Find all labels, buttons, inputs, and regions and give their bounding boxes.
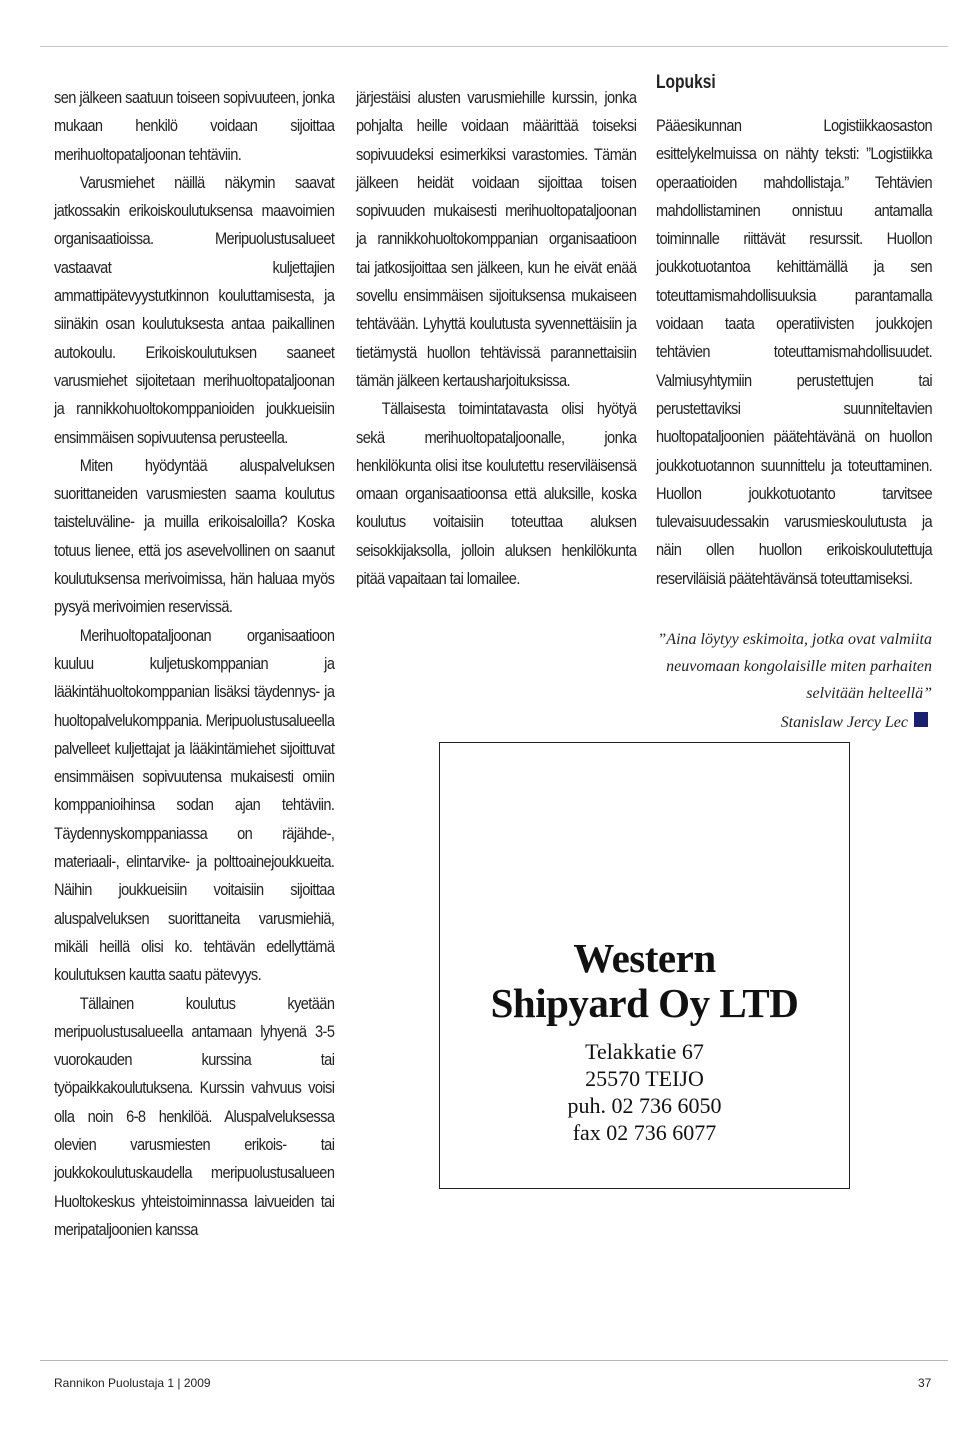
end-of-article-mark xyxy=(914,712,928,727)
company-line-1: Western xyxy=(573,935,716,981)
footer-rule xyxy=(40,1360,948,1361)
closing-quote xyxy=(656,626,932,736)
company-line-2: Shipyard Oy LTD xyxy=(490,980,799,1026)
publication-footer: Rannikon Puolustaja 1 | 2009 xyxy=(54,1376,211,1390)
paragraph: Merihuoltopataljoonan organisaatioon kuuluu kuljetuskomppanian ja lääkintähuoltokomppanian lisäksi täydennys- ja huoltopalvelukomppania. Meripuolustusalueella palvelleet kuljettajat ja lääkintämiehet sijoittuvat ensimmäisen sopivuutensa mukaisesti omiin komppanioihinsa sodan ajan tehtäviin. Täydennyskomppaniassa on räjähde-, materiaali-, elintarvike- ja polttoainejoukkueita. Näihin joukkueisiin voitaisiin sijoittaa aluspalveluksen suorittaneita varusmiehiä, mikäli heillä olisi ko. tehtävän edellyttämä koulutuksen kautta saatu pätevyys. xyxy=(54,625,335,985)
column-3 xyxy=(656,112,932,593)
paragraph: Pääesikunnan Logistiikkaosaston esittelykelmuissa on nähty teksti: ”Logistiikka operaatioiden mahdollistaja.” Tehtävien mahdollistaminen onnistuu antamalla toiminnalle riittävät resurssit. Huollon joukkotuotantoa kehittämällä ja sen toteuttamismahdollisuuksia parantamalla voidaan taata operatiivisten joukkojen tehtävien toteuttamismahdollisuudet. Valmiusyhtymiin perustettujen tai perustettaviksi suunniteltavien huoltopataljoonien päätehtävänä on huollon joukkotuotannon suunnittelu ja toteuttaminen. Huollon joukkotuotanto tarvitsee tulevaisuudessakin varusmieskoulutusta ja näin ollen huollon erikoiskoulutettuja reserviläisiä päätehtävänsä toteuttamiseksi. xyxy=(656,116,933,588)
column-1 xyxy=(54,84,334,1244)
column-2 xyxy=(356,84,636,593)
top-rule xyxy=(40,46,948,47)
quote-text: ”Aina löytyy eskimoita, jotka ovat valmiita neuvomaan kongolaisille miten parhaiten selvitään helteellä” xyxy=(657,631,932,702)
paragraph: Tällainen koulutus kyetään meripuolustusalueella antamaan lyhyenä 3-5 vuorokauden kurssina tai työpaikkakoulutuksena. Kurssin vahvuus voisi olla noin 6-8 henkilöä. Aluspalveluksessa olevien varusmiesten erikois- tai joukkokoulutuskaudella meripuolustusalueen Huoltokeskus yhteistoiminnassa laivueiden tai meripataljoonien kanssa xyxy=(54,993,335,1239)
quote-author: Stanislaw Jercy Lec xyxy=(780,714,908,731)
postal-address: 25570 TEIJO xyxy=(585,1066,704,1091)
paragraph: Varusmiehet näillä näkymin saavat jatkossakin erikoiskoulutuksensa maavoimien organisaatioissa. Meripuolustusalueet vastaavat kuljettajien ammattipätevyystutkinnon kouluttamisesta, ja siinäkin osan koulutuksesta antaa paikallinen autokoulu. Erikoiskoulutuksen saaneet varusmiehet sijoitetaan merihuoltopataljoonan ja rannikkohuoltokomppanioiden joukkueisiin ensimmäisen sopivuutensa perusteella. xyxy=(54,172,335,447)
advertiser-name xyxy=(440,936,849,1026)
advertisement-box xyxy=(439,742,850,1189)
page-number: 37 xyxy=(918,1376,932,1390)
advertiser-address xyxy=(440,1038,849,1146)
street-address: Telakkatie 67 xyxy=(585,1039,704,1064)
paragraph: järjestäisi alusten varusmiehille kurssin, jonka pohjalta heille voidaan määrittää toiseksi sopivuudeksi esimerkiksi varastomies. Tämän jälkeen heidät voidaan sijoittaa toisen sopivuuden mukaisesti merihuoltopataljoonan ja rannikkohuoltokomppanian organisaatioon tai jatkosijoittaa sen jälkeen, kun he eivät enää sovellu ensimmäisen sijoituksensa mukaiseen tehtävään. Lyhyttä koulutusta syvennettäisiin ja tietämystä huollon tehtävissä parannettaisiin tämän jälkeen kertausharjoituksissa. xyxy=(356,88,637,390)
paragraph: Tällaisesta toimintatavasta olisi hyötyä sekä merihuoltopataljoonalle, jonka henkilökunta olisi itse koulutettu reserviläisensä omaan organisaatioonsa että aluksille, koska koulutus voitaisiin toteuttaa aluksen seisokkijaksolla, jolloin aluksen henkilökunta pitää vapaitaan tai lomailee. xyxy=(356,399,637,589)
paragraph: sen jälkeen saatuun toiseen sopivuuteen, jonka mukaan henkilö voidaan sijoittaa merihuoltopataljoonan tehtäviin. xyxy=(54,88,335,164)
phone-number: puh. 02 736 6050 xyxy=(567,1093,722,1118)
section-heading: Lopuksi xyxy=(656,72,716,93)
paragraph: Miten hyödyntää aluspalveluksen suorittaneiden varusmiesten saama koulutus taisteluväline- ja muilla erikoisaloilla? Koska totuus lienee, että jos asevelvollinen on saanut koulutuksensa merivoimissa, hän haluaa myös pysyä merivoimien reservissä. xyxy=(54,455,335,617)
fax-number: fax 02 736 6077 xyxy=(572,1120,717,1145)
